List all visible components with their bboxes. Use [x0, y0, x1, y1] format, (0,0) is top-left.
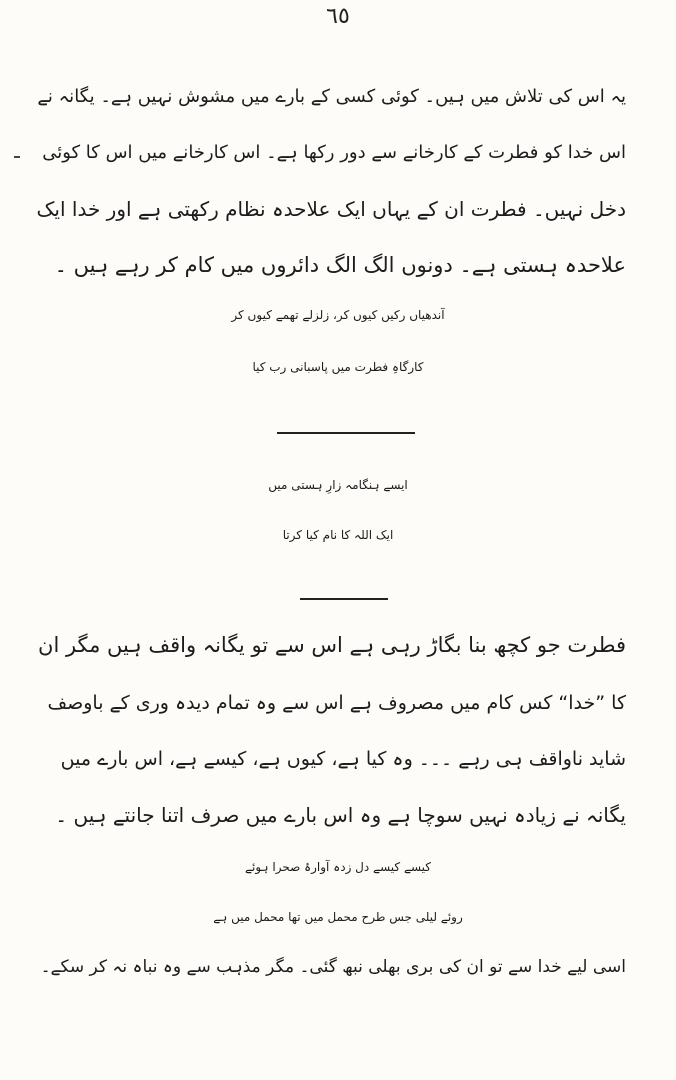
paragraph-1-line-2: اس خدا کو فطرت کے کارخانے سے دور رکھا ہے۔ اس کارخانے میں اس کا کوئی [42, 142, 626, 163]
paragraph-1-line-4: علاحدہ ہستی ہے۔ دونوں الگ الگ دائروں میں کام کر رہے ہیں ۔ [54, 253, 626, 277]
section-divider-2 [300, 598, 388, 600]
closing-line: اسی لیے خدا سے تو ان کی بری بھلی نبھ گئی۔ مگر مذہب سے وہ نباہ نہ کر سکے۔ [40, 957, 626, 977]
paragraph-1-line-1: یہ اس کی تلاش میں ہیں۔ کوئی کسی کے بارے میں مشوش نہیں ہے۔ یگانہ نے [37, 86, 626, 107]
stray-ink-mark [14, 156, 20, 158]
verse-2-line-2: ایک اللہ کا نام کیا کرتا [282, 528, 394, 542]
verse-3-line-1: کیسے کیسے دل زدہ آوارۂ صحرا ہوئے [244, 860, 432, 874]
paragraph-2-line-3: شاید ناواقف ہی رہے ۔۔۔ وہ کیا ہے، کیوں ہے، کیسے ہے، اس بارے میں [60, 748, 626, 770]
paragraph-2-line-4: یگانہ نے زیادہ نہیں سوچا ہے وہ اس بارے میں صرف اتنا جانتے ہیں ۔ [55, 803, 626, 827]
verse-1-line-1: آندھیاں رکیں کیوں کر، زلزلے تھمے کیوں کر [231, 308, 445, 322]
verse-2-line-1: ایسے ہنگامہ زارِ ہستی میں [268, 478, 408, 492]
paragraph-1-line-3: دخل نہیں۔ فطرت ان کے یہاں ایک علاحدہ نظام رکھتی ہے اور خدا ایک [36, 197, 626, 221]
paragraph-2-line-1: فطرت جو کچھ بنا بگاڑ رہی ہے اس سے تو یگانہ واقف ہیں مگر ان [38, 633, 626, 657]
page-number: ٦٥ [326, 4, 350, 29]
paragraph-2-line-2: کا ”خدا“ کس کام میں مصروف ہے اس سے وہ تمام دیدہ وری کے باوصف [47, 692, 626, 714]
verse-3-line-2: روئے لیلی جس طرح محمل میں تھا محمل میں ہے [213, 910, 463, 924]
section-divider-1 [277, 432, 415, 434]
verse-1-line-2: کارگاہِ فطرت میں پاسبانی رب کیا [252, 360, 424, 374]
